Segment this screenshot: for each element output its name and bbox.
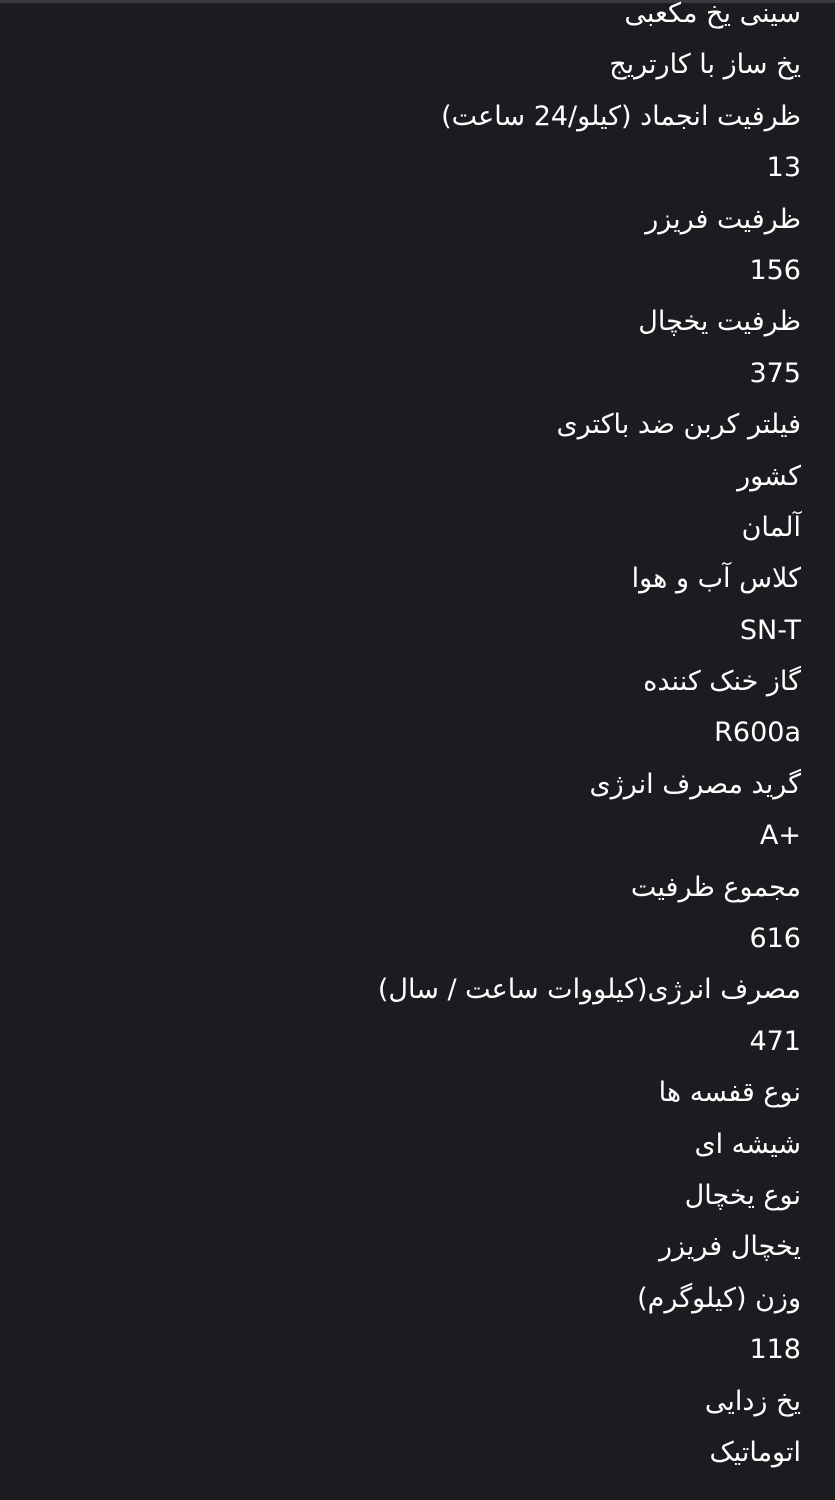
spec-label: ظرفیت فریزر <box>645 203 801 235</box>
spec-label: گاز خنک کننده <box>643 666 801 698</box>
spec-value: 471 <box>749 1025 801 1057</box>
spec-label: یخ ساز با کارتریج <box>609 49 801 81</box>
spec-value: R600a <box>714 717 801 749</box>
spec-value: یخچال فریزر <box>658 1231 801 1263</box>
spec-value: شیشه ای <box>694 1128 801 1160</box>
spec-label: کلاس آب و هوا <box>631 563 801 595</box>
spec-value: A+ <box>759 820 801 852</box>
spec-value: 375 <box>749 357 801 389</box>
spec-label: نوع قفسه ها <box>658 1077 801 1109</box>
spec-value: 118 <box>749 1334 801 1366</box>
spec-value: 156 <box>749 254 801 286</box>
spec-label: فیلتر کربن ضد باکتری <box>556 409 801 441</box>
spec-label: یخ زدایی <box>704 1385 801 1417</box>
spec-label: مصرف انرژی(کیلووات ساعت / سال) <box>377 974 801 1006</box>
spec-label: وزن (کیلوگرم) <box>637 1282 801 1314</box>
spec-label: ظرفیت انجماد (کیلو/24 ساعت) <box>441 100 801 132</box>
spec-value: SN-T <box>739 614 801 646</box>
spec-label: کشور <box>737 460 801 492</box>
spec-value: 13 <box>766 152 801 184</box>
spec-value: آلمان <box>741 511 801 543</box>
spec-list[interactable] <box>41 0 801 1478</box>
spec-label: گرید مصرف انرژی <box>589 768 801 800</box>
spec-label: مجموع ظرفیت <box>630 871 801 903</box>
spec-value: اتوماتیک <box>709 1436 801 1468</box>
spec-label: ظرفیت یخچال <box>638 306 801 338</box>
spec-label: نوع یخچال <box>684 1179 801 1211</box>
spec-value: 616 <box>749 923 801 955</box>
spec-label: سینی یخ مکعبی <box>624 0 801 29</box>
